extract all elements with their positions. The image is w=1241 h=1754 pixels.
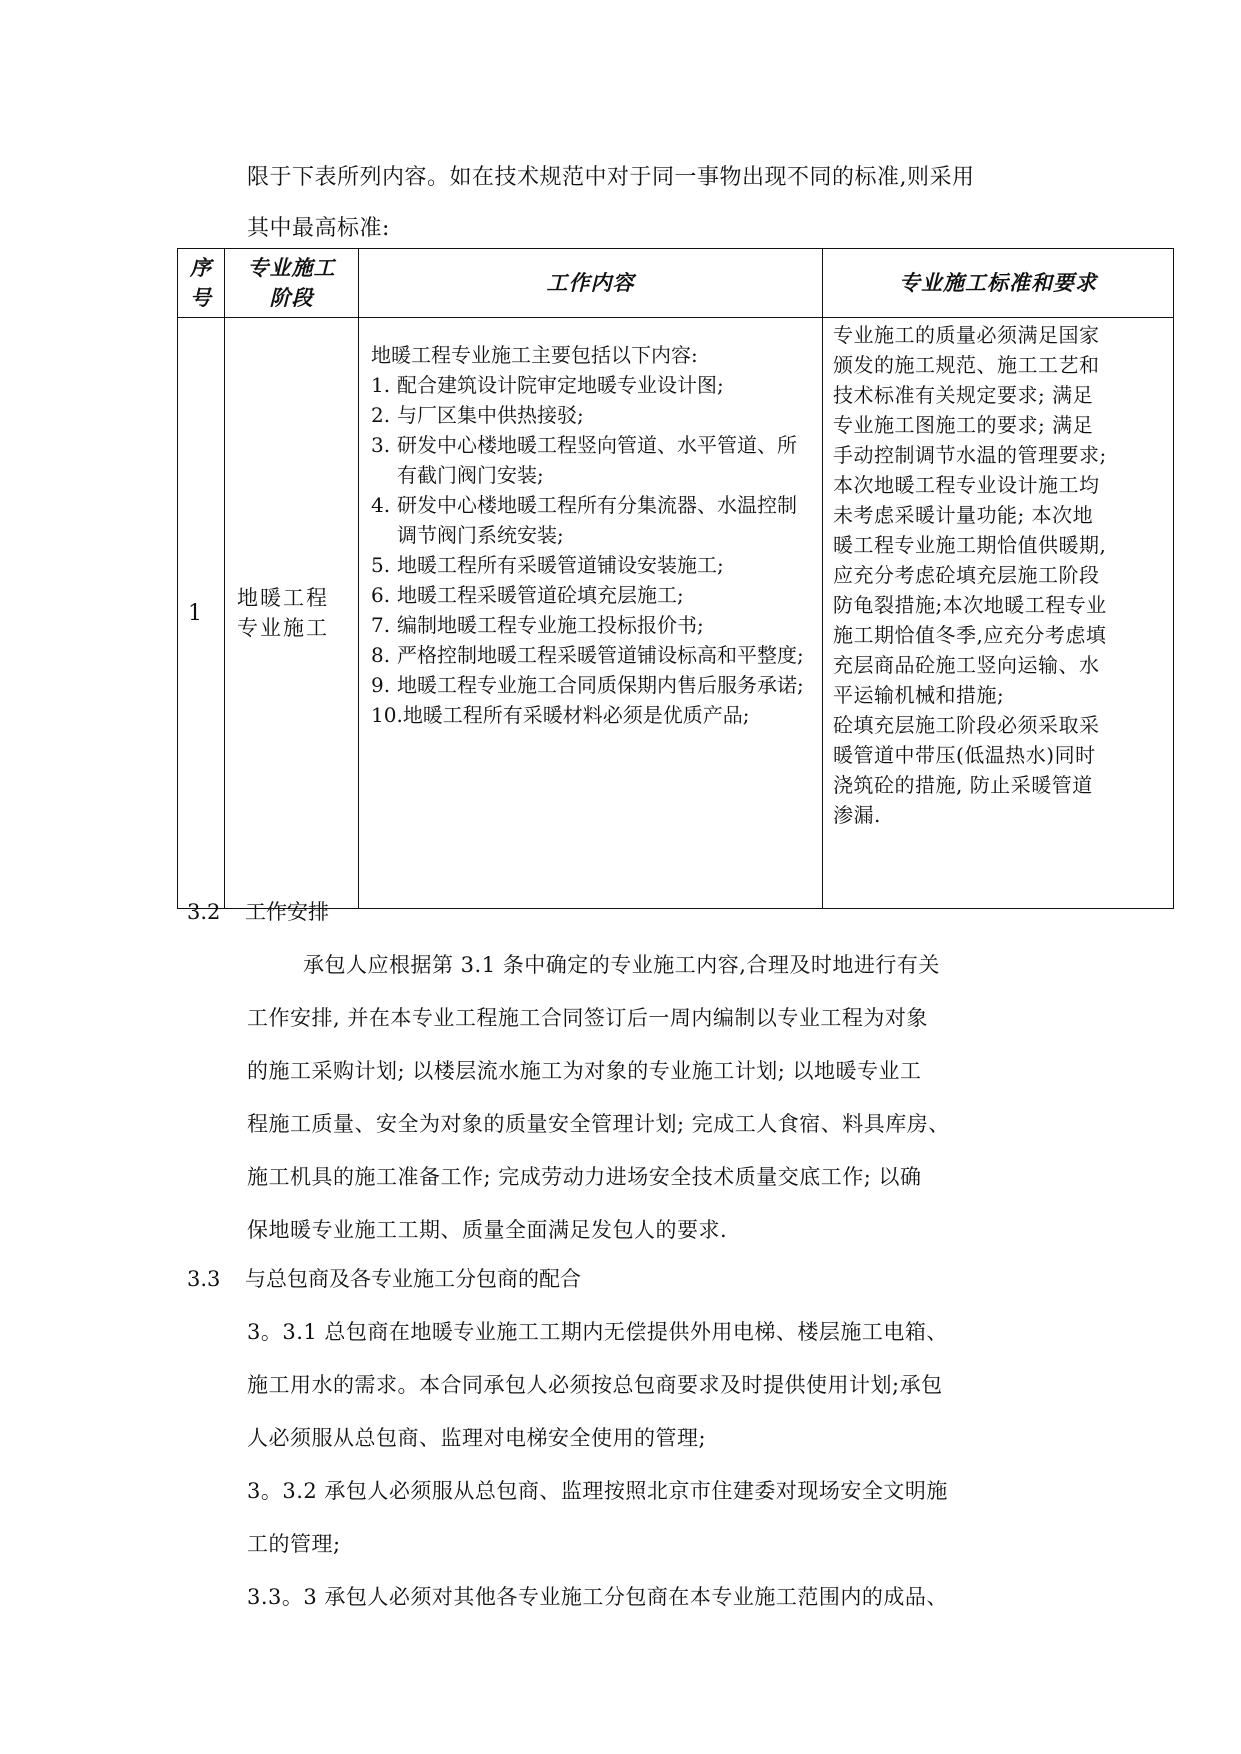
section-3-3-line: 3.3。3 承包人必须对其他各专业施工分包商在本专业施工范围内的成品、 — [247, 1585, 948, 1609]
section-3-2-line: 保地暖专业施工工期、质量全面满足发包人的要求. — [247, 1218, 728, 1242]
section-3-2-number: 3.2 — [187, 900, 221, 924]
req-line: 施工期恰值冬季,应充分考虑填 — [833, 623, 1107, 647]
scope-table — [177, 248, 1174, 909]
section-3-3-line: 3。3.1 总包商在地暖专业施工工期内无偿提供外用电梯、楼层施工电箱、 — [247, 1320, 948, 1344]
req-line: 专业施工的质量必须满足国家 — [833, 323, 1100, 347]
stage-line-1: 地暖工程 — [237, 586, 329, 610]
req-line: 未考虑采暖计量功能; 本次地 — [833, 503, 1094, 527]
req-line: 应充分考虑砼填充层施工阶段 — [833, 563, 1100, 587]
section-3-2-line: 承包人应根据第 3.1 条中确定的专业施工内容,合理及时地进行有关 — [303, 953, 940, 977]
header-requirements: 专业施工标准和要求 — [823, 249, 1174, 318]
work-item: 3. 研发中心楼地暖工程竖向管道、水平管道、所有截门阀门安装; — [371, 433, 797, 487]
work-item: 2. 与厂区集中供热接驳; — [371, 403, 584, 427]
work-item: 8. 严格控制地暖工程采暖管道铺设标高和平整度; — [371, 643, 804, 667]
header-work-content: 工作内容 — [359, 249, 823, 318]
req-line: 技术标准有关规定要求; 满足 — [833, 383, 1094, 407]
row-work-content — [359, 318, 823, 909]
req-line: 充层商品砼施工竖向运输、水 — [833, 653, 1100, 677]
section-3-3-heading — [187, 1264, 581, 1294]
row-requirements — [823, 318, 1174, 909]
req-line: 手动控制调节水温的管理要求; — [833, 443, 1107, 467]
req-line: 暖工程专业施工期恰值供暖期, — [833, 533, 1107, 557]
table-row — [178, 318, 1174, 909]
req-line: 专业施工图施工的要求; 满足 — [833, 413, 1094, 437]
section-3-3-title: 与总包商及各专业施工分包商的配合 — [245, 1267, 581, 1291]
section-3-2-title: 工作安排 — [245, 900, 329, 924]
work-item: 6. 地暖工程采暖管道砼填充层施工; — [371, 583, 684, 607]
work-item: 9. 地暖工程专业施工合同质保期内售后服务承诺; — [371, 673, 804, 697]
work-item: 4. 研发中心楼地暖工程所有分集流器、水温控制调节阀门系统安装; — [371, 493, 797, 547]
req-line: 防龟裂措施;本次地暖工程专业 — [833, 593, 1107, 617]
req-line: 本次地暖工程专业设计施工均 — [833, 473, 1100, 497]
table-header-row — [178, 249, 1174, 318]
section-3-3-number: 3.3 — [187, 1267, 221, 1291]
header-index: 序 号 — [178, 249, 225, 318]
section-3-3-line: 工的管理; — [247, 1532, 341, 1556]
req-line: 颁发的施工规范、施工工艺和 — [833, 353, 1100, 377]
intro-line-2: 其中最高标准: — [247, 216, 390, 241]
section-3-2-line: 程施工质量、安全为对象的质量安全管理计划; 完成工人食宿、料具库房、 — [247, 1112, 950, 1136]
section-3-2-line: 工作安排, 并在本专业工程施工合同签订后一周内编制以专业工程为对象 — [247, 1006, 928, 1030]
row-index: 1 — [178, 318, 225, 909]
section-3-3-line: 人必须服从总包商、监理对电梯安全使用的管理; — [247, 1426, 707, 1450]
work-intro: 地暖工程专业施工主要包括以下内容: — [371, 343, 698, 367]
req-line: 浇筑砼的措施, 防止采暖管道 — [833, 773, 1093, 797]
work-item: 7. 编制地暖工程专业施工投标报价书; — [371, 613, 704, 637]
work-item: 1. 配合建筑设计院审定地暖专业设计图; — [371, 373, 724, 397]
section-3-3-line: 施工用水的需求。本合同承包人必须按总包商要求及时提供使用计划;承包 — [247, 1373, 943, 1397]
req-line: 平运输机械和措施; — [833, 683, 1005, 707]
req-line: 暖管道中带压(低温热水)同时 — [833, 743, 1096, 767]
section-3-3-line: 3。3.2 承包人必须服从总包商、监理按照北京市住建委对现场安全文明施 — [247, 1479, 948, 1503]
req-line: 渗漏. — [833, 803, 881, 827]
stage-line-2: 专业施工 — [237, 616, 329, 640]
req-line: 砼填充层施工阶段必须采取采 — [833, 713, 1100, 737]
section-3-2-line: 的施工采购计划; 以楼层流水施工为对象的专业施工计划; 以地暖专业工 — [247, 1059, 922, 1083]
intro-line-1: 限于下表所列内容。如在技术规范中对于同一事物出现不同的标准,则采用 — [247, 165, 975, 190]
work-item: 10. 地暖工程所有采暖材料必须是优质产品; — [371, 703, 750, 727]
section-3-2-line: 施工机具的施工准备工作; 完成劳动力进场安全技术质量交底工作; 以确 — [247, 1165, 922, 1189]
work-item: 5. 地暖工程所有采暖管道铺设安装施工; — [371, 553, 724, 577]
header-stage: 专业施工 阶段 — [225, 249, 359, 318]
section-3-2-heading — [187, 897, 329, 927]
row-stage — [225, 318, 359, 909]
